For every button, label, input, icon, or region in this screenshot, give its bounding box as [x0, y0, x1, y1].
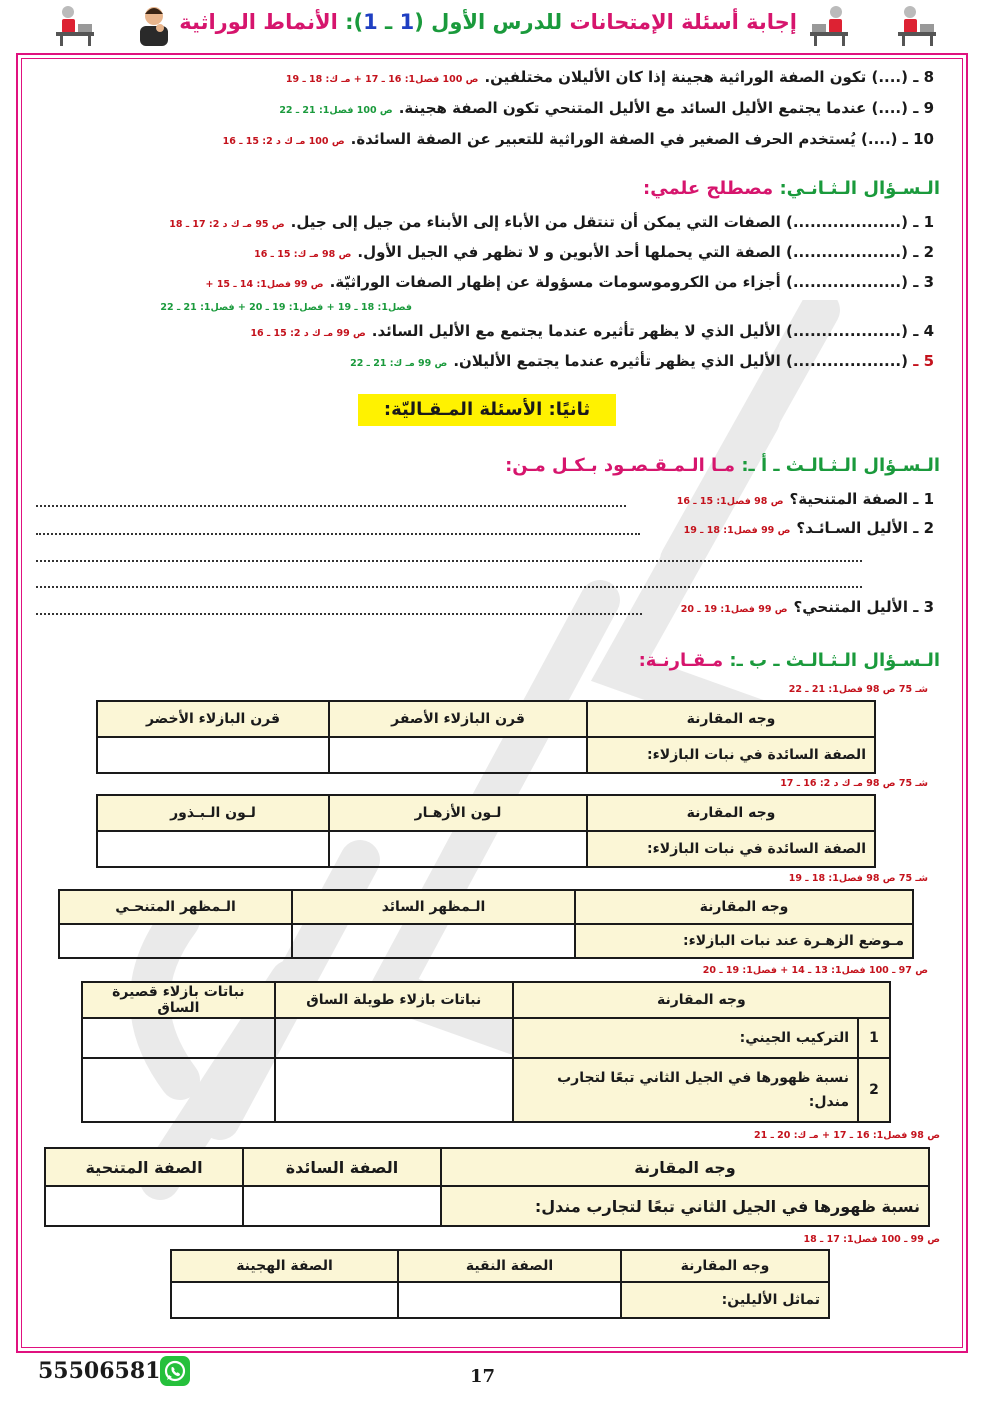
q2-title: الـسـؤال الـثـانـي: مصطلح علمي: [643, 178, 940, 199]
q2-item-3-ref-cont: فصل1: 18 ـ 19 + فصل1: 19 ـ 20 + فصل1: 21 ـ 22 [160, 302, 412, 313]
q3b-title: الـسـؤال الـثـالـث ـ ب ـ: مـقـارنـة: [638, 650, 940, 671]
table-header: وجه المقارنة [587, 701, 875, 737]
q2-item-4: 4 ـ (...................) الأليل الذي لا يظهر تأثيره عندما يجتمع مع الأليل السائد.ص 99 مـ ك د 2: 15 ـ 16 [250, 322, 934, 340]
q2-item-3: 3 ـ (...................) أجزاء من الكروموسومات مسؤولة عن إظهار الصفات الوراثيّة.ص 99 فصل1: 14 ـ 15 + [205, 273, 934, 291]
student-desk-icon [806, 2, 852, 48]
answer-cell[interactable] [82, 1058, 275, 1122]
q1-item-10: 10 ـ (....) يُستخدم الحرف الصغير في الصفة الوراثية للتعبير عن الصفة السائدة.ص 100 مـ ك د 2: 15 ـ 16 [222, 130, 934, 148]
answer-line[interactable] [36, 613, 642, 615]
thinking-boy-icon [130, 2, 176, 48]
table-header: قرن البازلاء الأخضر [97, 701, 329, 737]
answer-cell[interactable] [292, 924, 575, 958]
comparison-table-5 [44, 1147, 930, 1227]
comparison-table-6 [170, 1249, 830, 1319]
q3a-title: الـسـؤال الـثـالـث ـ أ ـ: مـا الـمـقـصـود بـكـل مـن: [505, 455, 940, 476]
q2-item-1: 1 ـ (...................) الصفات التي يمكن أن تنتقل من الأباء إلى الأبناء من جيل إلى جيل.ص 95 مـ ك د 2: 17 ـ 18 [169, 213, 934, 231]
page-number: 17 [470, 1366, 496, 1387]
comparison-table-2 [96, 794, 876, 868]
table-row-label: التركيب الجيني: [513, 1018, 858, 1058]
table-row-label: نسبة ظهورها في الجيل الثاني تبعًا لتجارب مندل: [441, 1186, 929, 1226]
answer-cell[interactable] [171, 1282, 398, 1318]
q2-item-5: 5 ـ (...................) الأليل الذي يظهر تأثيره عندما يجتمع الأليلان.ص 99 مـ ك: 21 ـ 22 [350, 352, 934, 370]
q2-item-2: 2 ـ (...................) الصفة التي يحملها أحد الأبوين و لا تظهر في الجيل الأول.ص 98 مـ ك: 15 ـ 16 [254, 243, 934, 261]
answer-cell[interactable] [59, 924, 292, 958]
answer-cell[interactable] [329, 831, 587, 867]
table-header: نباتات بازلاء طويلة الساق [275, 982, 513, 1018]
row-number: 2 [858, 1058, 890, 1122]
student-desk-icon [894, 2, 940, 48]
q1-item-9: 9 ـ (....) عندما يجتمع الأليل السائد مع الأليل المتنحي تكون الصفة هجينة.ص 100 فصل1: 21 ـ 22 [279, 99, 934, 117]
answer-line[interactable] [36, 586, 862, 588]
table-header: قرن البازلاء الأصفر [329, 701, 587, 737]
answer-cell[interactable] [45, 1186, 243, 1226]
table-row-label: الصفة السائدة في نبات البازلاء: [587, 737, 875, 773]
table-header: لـون الأزهـار [329, 795, 587, 831]
contact-phone: 55506581 [38, 1356, 194, 1386]
q3a-item-2: 2 ـ الأليل السـائـد؟ص 99 فصل1: 18 ـ 19 [683, 519, 934, 537]
answer-cell[interactable] [97, 831, 329, 867]
table-header: نباتات بازلاء قصيرة الساق [82, 982, 275, 1018]
answer-cell[interactable] [329, 737, 587, 773]
table-header: الصفة النقية [398, 1250, 621, 1282]
table-row-label: تماثل الأليلين: [621, 1282, 829, 1318]
table-header: وجه المقارنة [587, 795, 875, 831]
q3a-item-3: 3 ـ الأليل المتنحي؟ص 99 فصل1: 19 ـ 20 [680, 598, 934, 616]
page-title: إجابة أسئلة الإمتحانات للدرس الأول (1 ـ 1): الأنماط الوراثية [179, 10, 797, 34]
answer-cell[interactable] [97, 737, 329, 773]
answer-cell[interactable] [243, 1186, 441, 1226]
answer-line[interactable] [36, 533, 640, 535]
table-header: وجه المقارنة [441, 1148, 929, 1186]
table-row-label: نسبة ظهورها في الجيل الثاني تبعًا لتجارب مندل: [513, 1058, 858, 1122]
table-row-label: الصفة السائدة في نبات البازلاء: [587, 831, 875, 867]
answer-line[interactable] [36, 505, 626, 507]
answer-cell[interactable] [275, 1018, 513, 1058]
answer-cell[interactable] [398, 1282, 621, 1318]
table-header: الصفة المتنحية [45, 1148, 243, 1186]
table-ref: شـ 75 ص 98 فصل1: 21 ـ 22 [788, 684, 928, 695]
table-header: الـمظهر السائد [292, 890, 575, 924]
table-ref: شـ 75 ص 98 مـ ك د 2: 16 ـ 17 [780, 778, 928, 789]
student-desk-icon [52, 2, 98, 48]
answer-line[interactable] [36, 560, 862, 562]
comparison-table-4 [81, 981, 891, 1123]
table-header: الصفة السائدة [243, 1148, 441, 1186]
table-row-label: مـوضع الزهـرة عند نبات البازلاء: [575, 924, 913, 958]
comparison-table-3 [58, 889, 914, 959]
table-ref: ص 98 فصل1: 16 ـ 17 + مـ ك: 20 ـ 21 [754, 1130, 940, 1141]
table-header: وجه المقارنة [621, 1250, 829, 1282]
comparison-table-1 [96, 700, 876, 774]
table-ref: ص 97 ـ 100 فصل1: 13 ـ 14 + فصل1: 19 ـ 20 [702, 965, 928, 976]
table-ref: شـ 75 ص 98 فصل1: 18 ـ 19 [788, 873, 928, 884]
table-header: الـمظهر المتنحـي [59, 890, 292, 924]
answer-cell[interactable] [82, 1018, 275, 1058]
answer-cell[interactable] [275, 1058, 513, 1122]
table-ref: ص 99 ـ 100 فصل1: 17 ـ 18 [803, 1234, 940, 1245]
row-number: 1 [858, 1018, 890, 1058]
page-header [0, 0, 992, 52]
q1-item-8: 8 ـ (....) تكون الصفة الوراثية هجينة إذا كان الأليلان مختلفين.ص 100 فصل1: 16 ـ 17 + مـ ك: 18 ـ 19 [285, 68, 934, 86]
whatsapp-icon [160, 1356, 190, 1386]
table-header: الصفة الهجينة [171, 1250, 398, 1282]
table-header: وجه المقارنة [513, 982, 890, 1018]
table-header: وجه المقارنة [575, 890, 913, 924]
q3a-item-1: 1 ـ الصفة المتنحية؟ص 98 فصل1: 15 ـ 16 [676, 490, 934, 508]
table-header: لـون الـبـذور [97, 795, 329, 831]
essay-section-title: ثانيًا: الأسئلة المـقـاليّة: [358, 394, 616, 426]
